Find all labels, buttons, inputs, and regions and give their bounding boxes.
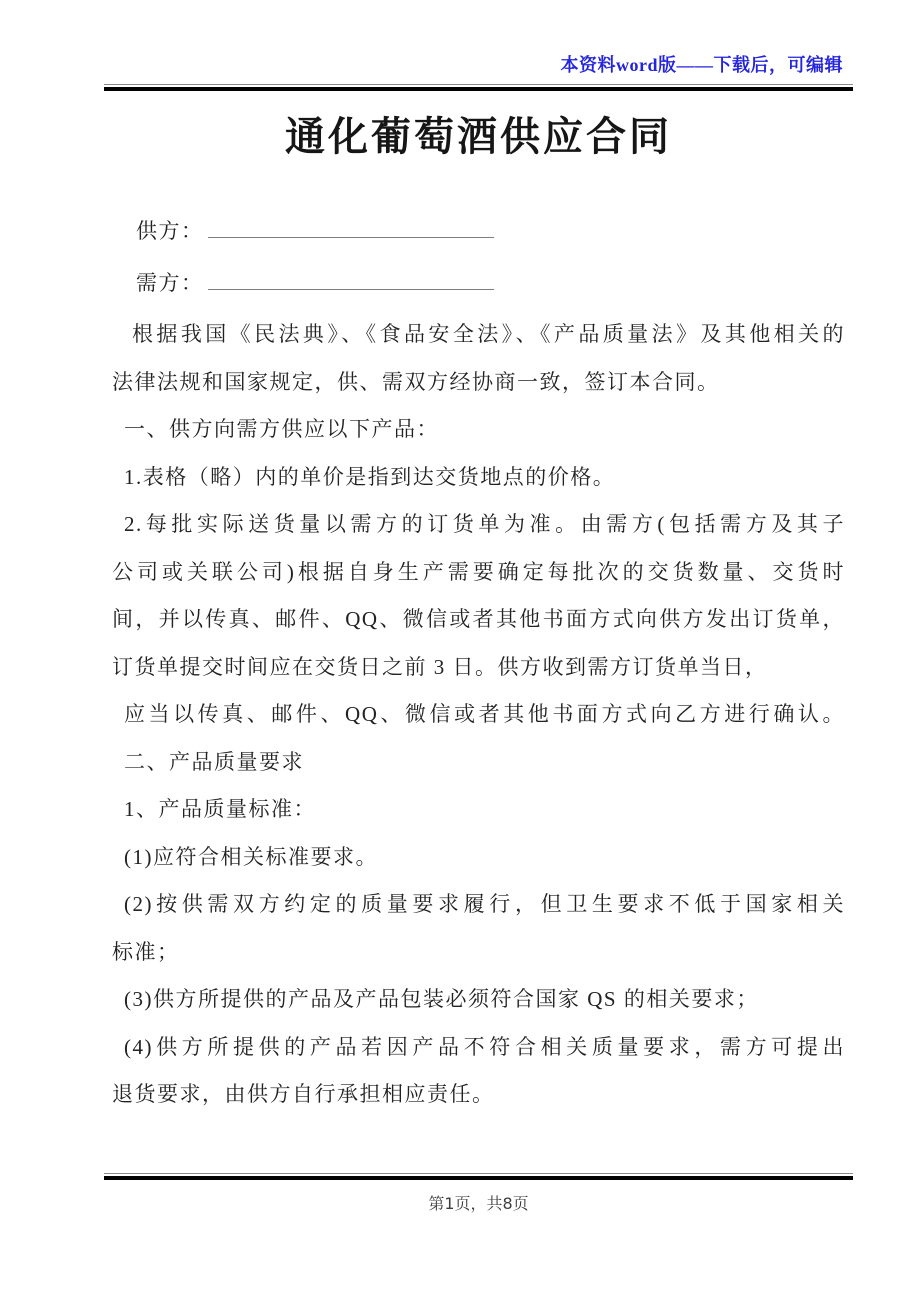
body-line: 二、产品质量要求: [124, 749, 304, 774]
body-line: (3)供方所提供的产品及产品包装必须符合国家 QS 的相关要求；: [124, 987, 759, 1011]
body-line: 间，并以传真、邮件、QQ、微信或者其他书面方式向供方发出订货单，: [112, 607, 845, 631]
header-rule: [104, 84, 853, 91]
body-line: (1)应符合相关标准要求。: [124, 844, 378, 869]
body-line: 应当以传真、邮件、QQ、微信或者其他书面方式向乙方进行确认。: [124, 702, 845, 726]
parties-block: [112, 205, 845, 309]
body-line: (2)按供需双方约定的质量要求履行，但卫生要求不低于国家相关: [124, 892, 845, 916]
party-row-buyer: [112, 257, 845, 309]
body-line: 1.表格（略）内的单价是指到达交货地点的价格。: [124, 464, 616, 489]
page-footer: [112, 1173, 845, 1302]
buyer-label: 需方：: [136, 271, 204, 295]
body-line: 2.每批实际送货量以需方的订货单为准。由需方(包括需方及其子: [124, 512, 845, 536]
body-line: 标准；: [112, 939, 180, 964]
contract-body: [112, 311, 845, 1119]
page-title: 通化葡萄酒供应合同: [285, 114, 672, 159]
body-line: 根据我国《民法典》、《食品安全法》、《产品质量法》及其他相关的: [132, 322, 845, 346]
footer-rule: [104, 1173, 853, 1180]
supplier-label: 供方：: [136, 219, 204, 243]
supplier-blank-underline: [208, 217, 494, 238]
body-line: (4)供方所提供的产品若因产品不符合相关质量要求，需方可提出: [124, 1034, 845, 1059]
party-row-supplier: [112, 205, 845, 257]
body-line: 退货要求，由供方自行承担相应责任。: [112, 1082, 495, 1106]
body-line: 法律法规和国家规定，供、需双方经协商一致，签订本合同。: [112, 369, 720, 394]
body-line: 订货单提交时间应在交货日之前 3 日。供方收到需方订货单当日，: [112, 654, 768, 679]
page-number: 第1页，共8页: [428, 1194, 529, 1213]
body-line: 公司或关联公司)根据自身生产需要确定每批次的交货数量、交货时: [112, 559, 845, 584]
body-line: 1、产品质量标准：: [124, 797, 316, 821]
buyer-blank-underline: [208, 269, 494, 290]
header-notice: 本资料word版——下载后，可编辑: [560, 55, 843, 75]
body-line: 一、供方向需方供应以下产品：: [124, 417, 439, 441]
